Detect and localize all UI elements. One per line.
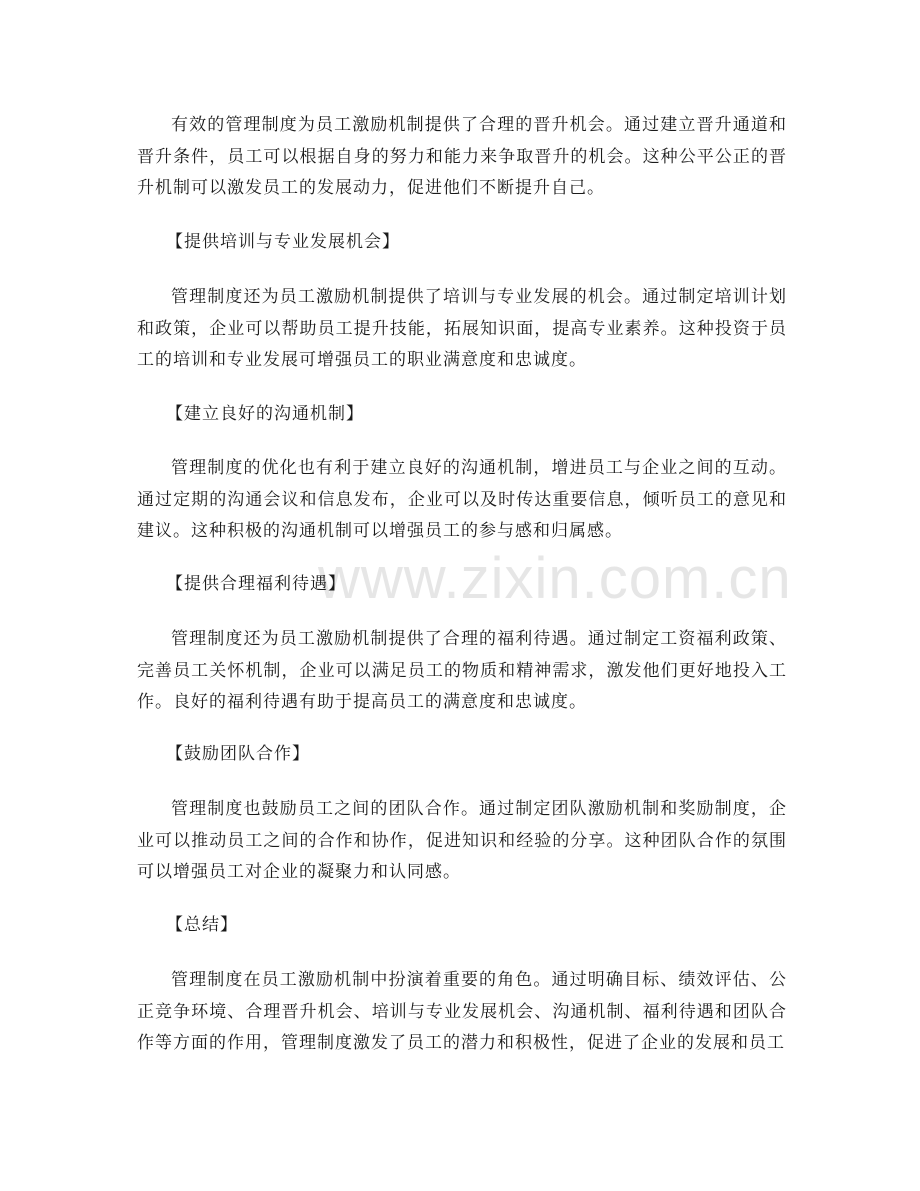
paragraph-benefits: 管理制度还为员工激励机制提供了合理的福利待遇。通过制定工资福利政策、完善员工关怀机制，企业可以满足员工的物质和精神需求，激发他们更好地投入工作。良好的福利待遇有助于提高员工的满意度和忠诚度。 xyxy=(137,629,787,712)
heading-teamwork: 【鼓励团队合作】 xyxy=(166,744,310,764)
heading-benefits: 【提供合理福利待遇】 xyxy=(166,574,346,594)
paragraph-teamwork: 管理制度也鼓励员工之间的团队合作。通过制定团队激励机制和奖励制度，企业可以推动员工之间的合作和协作，促进知识和经验的分享。这种团队合作的氛围可以增强员工对企业的凝聚力和认同感。 xyxy=(137,799,787,882)
paragraph-summary: 管理制度在员工激励机制中扮演着重要的角色。通过明确目标、绩效评估、公正竞争环境、合理晋升机会、培训与专业发展机会、沟通机制、福利待遇和团队合作等方面的作用，管理制度激发了员工的潜力和积极性，促进了企业的发展和员工 xyxy=(137,970,787,1053)
heading-communication: 【建立良好的沟通机制】 xyxy=(166,404,364,424)
heading-summary: 【总结】 xyxy=(166,915,238,935)
paragraph-training: 管理制度还为员工激励机制提供了培训与专业发展的机会。通过制定培训计划和政策，企业可以帮助员工提升技能，拓展知识面，提高专业素养。这种投资于员工的培训和专业发展可增强员工的职业满意度和忠诚度。 xyxy=(137,287,787,370)
heading-training: 【提供培训与专业发展机会】 xyxy=(166,232,400,252)
paragraph-promotion: 有效的管理制度为员工激励机制提供了合理的晋升机会。通过建立晋升通道和晋升条件，员工可以根据自身的努力和能力来争取晋升的机会。这种公平公正的晋升机制可以激发员工的发展动力，促进他们不断提升自己。 xyxy=(137,115,787,198)
watermark: www.zixin.com.cn xyxy=(318,546,792,611)
paragraph-communication: 管理制度的优化也有利于建立良好的沟通机制，增进员工与企业之间的互动。通过定期的沟通会议和信息发布，企业可以及时传达重要信息，倾听员工的意见和建议。这种积极的沟通机制可以增强员工的参与感和归属感。 xyxy=(137,458,787,541)
